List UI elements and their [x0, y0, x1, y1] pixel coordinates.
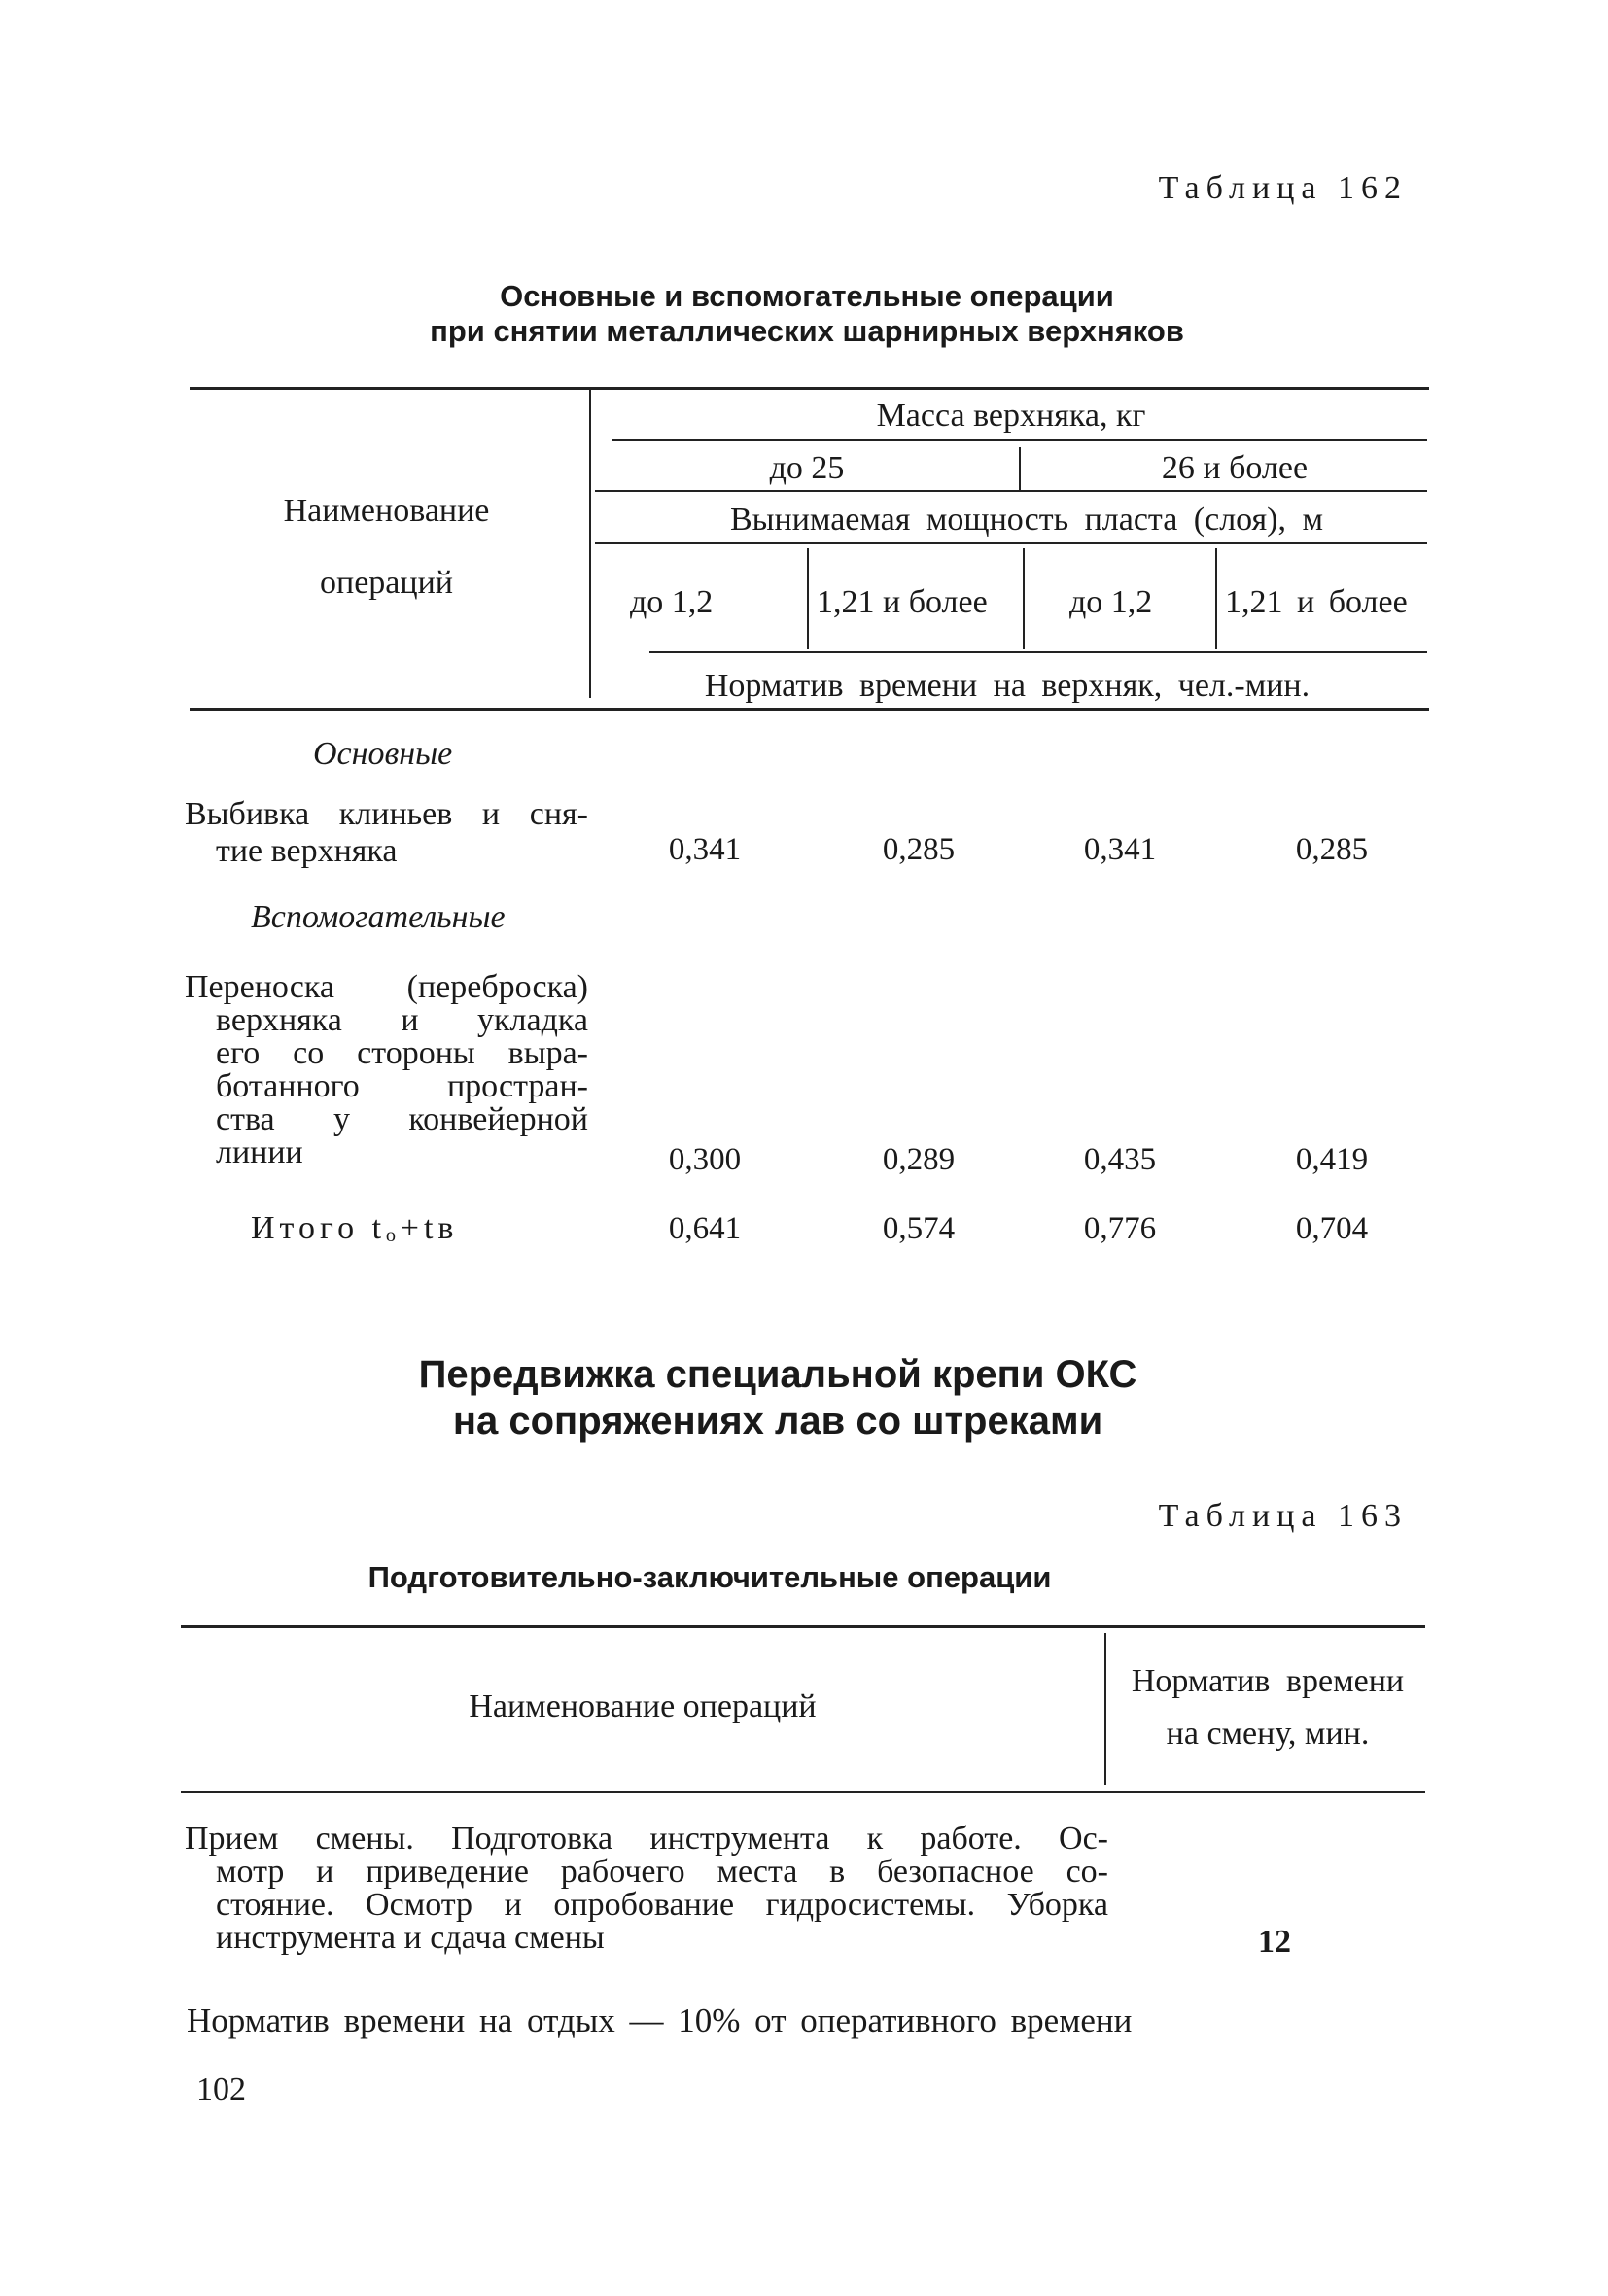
row2-value-4: 0,419: [1295, 1142, 1369, 1177]
table-163-row-line4: инструмента и сдача смены: [216, 1920, 605, 1956]
row1-value-1: 0,341: [668, 832, 742, 867]
row2-label-line4: ботанного простран-: [216, 1068, 588, 1104]
table-162-rule-mass-cols: [595, 490, 1427, 492]
total-value-3: 0,776: [1083, 1211, 1157, 1246]
table-163-row-line2: мотр и приведение рабочего места в безопасное со-: [216, 1854, 1108, 1890]
table-162-rule-thickness: [595, 542, 1427, 544]
header-thickness-col-1: до 1,2: [630, 584, 714, 620]
row1-label-line1: Выбивка клиньев и сня-: [185, 796, 588, 832]
table-163-row-value: 12: [1258, 1924, 1291, 1960]
table-162-col-divider-3: [1215, 548, 1217, 649]
table-163-row-line1: Прием смены. Подготовка инструмента к работе. Ос-: [185, 1821, 1108, 1857]
total-value-1: 0,641: [668, 1211, 742, 1246]
header-norm: Норматив времени на верхняк, чел.-мин.: [704, 668, 1311, 704]
table-162-title-line2: при снятии металлических шарнирных верхняков: [430, 314, 1184, 348]
section-aux: Вспомогательные: [251, 899, 506, 935]
row2-value-1: 0,300: [668, 1142, 742, 1177]
row1-label-line2: тие верхняка: [216, 833, 398, 869]
row1-value-3: 0,341: [1083, 832, 1157, 867]
row2-label-line2: верхняка и укладка: [216, 1002, 588, 1038]
row2-label-line5: ства у конвейерной: [216, 1101, 588, 1137]
row2-label-line1: Переноска (переброска): [185, 969, 588, 1005]
table-162-col-divider-1: [807, 548, 809, 649]
header-name-line1: Наименование: [283, 493, 490, 529]
table-163-row-line3: стояние. Осмотр и опробование гидросистемы. Уборка: [216, 1887, 1108, 1923]
table-162-rule-mass: [612, 439, 1427, 441]
row2-label-line6: линии: [216, 1134, 303, 1170]
table-163-header-name: Наименование операций: [469, 1688, 817, 1724]
section-heading-line2: на сопряжениях лав со штреками: [452, 1400, 1103, 1443]
table-163-header-norm-line2: на смену, мин.: [1166, 1716, 1370, 1752]
table-162-top-rule: [190, 387, 1429, 390]
section-heading-line1: Передвижка специальной крепи ОКС: [418, 1353, 1137, 1396]
table-163-title: Подготовительно-заключительные операции: [367, 1560, 1052, 1594]
table-163-top-rule: [181, 1625, 1425, 1628]
table-162-col-divider-2: [1023, 548, 1025, 649]
table-162-caption: Таблица 162: [1158, 170, 1408, 206]
header-mass: Масса верхняка, кг: [876, 398, 1146, 434]
table-163-header-bottom-rule: [181, 1791, 1425, 1793]
header-thickness-col-3: до 1,2: [1069, 584, 1153, 620]
header-name-line2: операций: [320, 565, 453, 601]
total-label: Итого tₒ+tв: [251, 1210, 459, 1246]
table-162-mass-divider: [1019, 447, 1021, 490]
table-163-caption: Таблица 163: [1158, 1498, 1408, 1534]
header-mass-26-and-more: 26 и более: [1161, 450, 1309, 486]
table-163-header-norm-line1: Норматив времени: [1131, 1663, 1405, 1699]
row2-value-3: 0,435: [1083, 1142, 1157, 1177]
total-value-4: 0,704: [1295, 1211, 1369, 1246]
header-mass-up-to-25: до 25: [769, 450, 845, 486]
total-value-2: 0,574: [882, 1211, 956, 1246]
table-162-header-bottom-rule: [190, 708, 1429, 711]
page-number: 102: [196, 2071, 246, 2107]
row1-value-2: 0,285: [882, 832, 956, 867]
row2-value-2: 0,289: [882, 1142, 956, 1177]
table-162-title-line1: Основные и вспомогательные операции: [500, 279, 1114, 313]
table-163-col-divider: [1104, 1633, 1106, 1785]
header-seam-thickness: Вынимаемая мощность пласта (слоя), м: [730, 502, 1323, 538]
row2-label-line3: его со стороны выра-: [216, 1035, 588, 1071]
header-thickness-col-4: 1,21 и более: [1225, 584, 1408, 620]
row1-value-4: 0,285: [1295, 832, 1369, 867]
table-162-rule-cols: [649, 651, 1427, 653]
table-162-stub-divider: [589, 389, 591, 698]
footnote: Норматив времени на отдых — 10% от оперативного времени: [187, 2001, 1133, 2039]
section-main: Основные: [313, 736, 453, 772]
header-thickness-col-2: 1,21 и более: [817, 584, 988, 620]
